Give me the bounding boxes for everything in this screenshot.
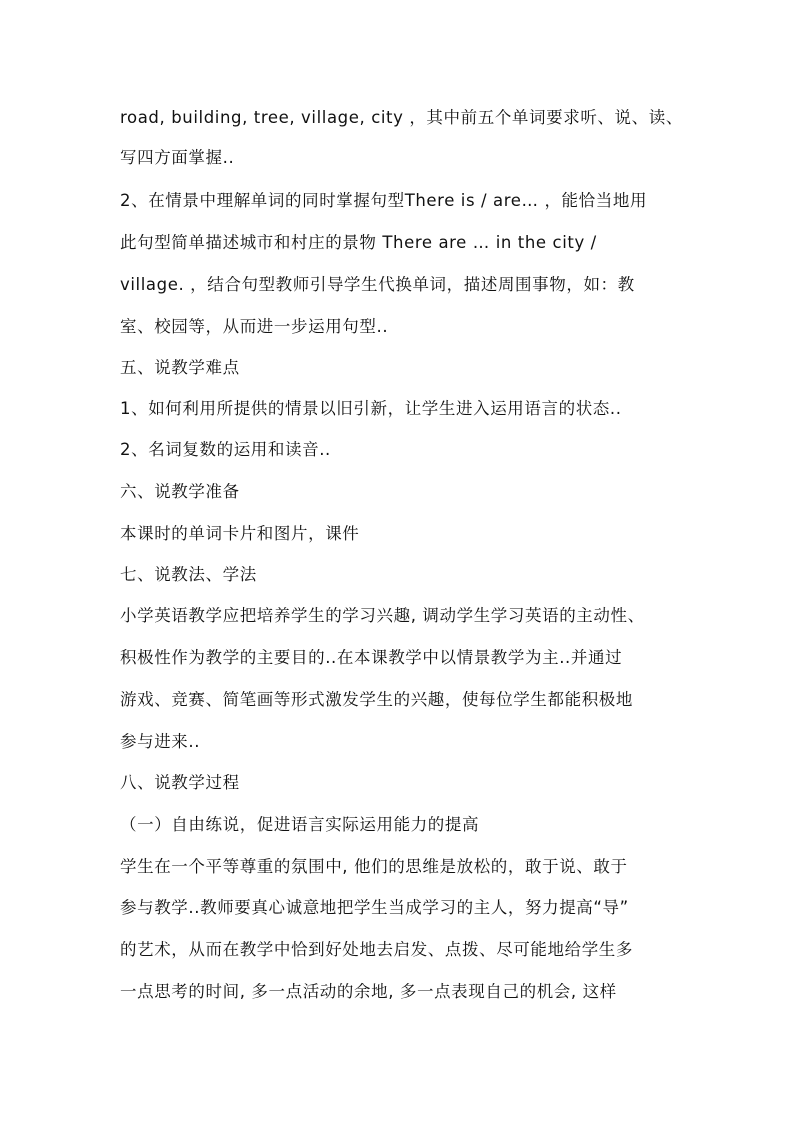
section-heading-6: 六、说教学准备 bbox=[120, 482, 240, 501]
text-line-2: 写四方面掌握.. bbox=[120, 148, 235, 167]
text-line-22: 一点思考的时间, 多一点活动的余地, 多一点表现自己的机会, 这样 bbox=[120, 982, 617, 1001]
text-line-20: 参与教学..教师要真心诚意地把学生当成学习的主人，努力提高“导” bbox=[120, 898, 629, 917]
text-line-15: 游戏、竞赛、简笔画等形式激发学生的兴趣，使每位学生都能积极地 bbox=[120, 690, 633, 709]
text-line-3: 2、在情景中理解单词的同时掌握句型There is / are… ，能恰当地用 bbox=[120, 191, 648, 210]
text-line-8: 1、如何利用所提供的情景以旧引新，让学生进入运用语言的状态.. bbox=[120, 399, 622, 418]
text-line-1: road, building, tree, village, city ，其中前五个单词要求听、说、读、 bbox=[120, 108, 683, 127]
subsection-heading-1: （一）自由练说，促进语言实际运用能力的提高 bbox=[120, 815, 480, 834]
text-line-9: 2、名词复数的运用和读音.. bbox=[120, 440, 331, 459]
section-heading-5: 五、说教学难点 bbox=[120, 358, 240, 377]
section-heading-8: 八、说教学过程 bbox=[120, 773, 240, 792]
text-line-4: 此句型简单描述城市和村庄的景物 There are … in the city / bbox=[120, 233, 597, 252]
text-line-11: 本课时的单词卡片和图片，课件 bbox=[120, 524, 360, 543]
text-line-16: 参与进来.. bbox=[120, 732, 201, 751]
text-line-19: 学生在一个平等尊重的氛围中, 他们的思维是放松的，敢于说、敢于 bbox=[120, 857, 628, 876]
text-line-6: 室、校园等，从而进一步运用句型.. bbox=[120, 317, 389, 336]
section-heading-7: 七、说教法、学法 bbox=[120, 565, 257, 584]
text-line-13: 小学英语教学应把培养学生的学习兴趣, 调动学生学习英语的主动性、 bbox=[120, 606, 645, 625]
text-line-21: 的艺术，从而在教学中恰到好处地去启发、点拨、尽可能地给学生多 bbox=[120, 940, 633, 959]
text-line-14: 积极性作为教学的主要目的..在本课教学中以情景教学为主..并通过 bbox=[120, 648, 623, 667]
text-line-5: village. ，结合句型教师引导学生代换单词，描述周围事物，如：教 bbox=[120, 275, 635, 294]
